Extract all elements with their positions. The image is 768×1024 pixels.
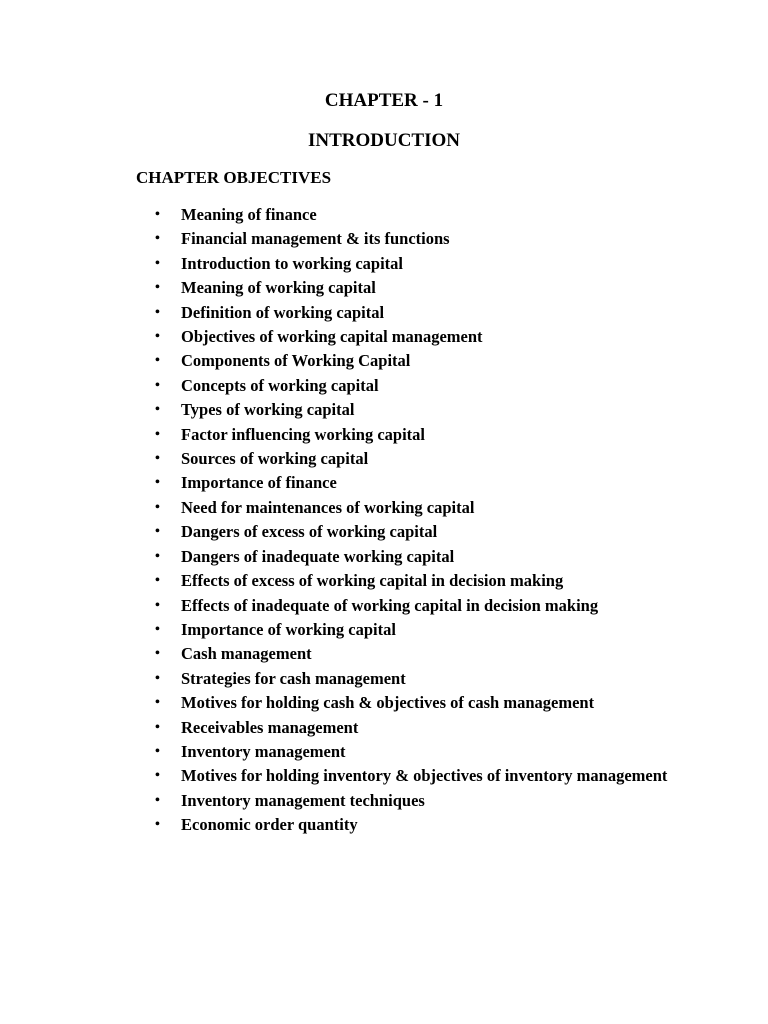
bullet-icon: • bbox=[155, 280, 160, 296]
bullet-icon: • bbox=[155, 353, 160, 369]
section-heading: CHAPTER OBJECTIVES bbox=[136, 168, 332, 187]
list-item bbox=[155, 691, 677, 715]
list-item bbox=[155, 764, 677, 788]
list-item bbox=[155, 618, 677, 642]
bullet-icon: • bbox=[155, 597, 160, 613]
bullet-icon: • bbox=[155, 207, 160, 222]
list-item bbox=[155, 471, 677, 495]
bullet-icon: • bbox=[155, 402, 160, 418]
list-item-text: Need for maintenances of working capital bbox=[181, 497, 475, 517]
list-item bbox=[155, 349, 677, 373]
list-item-text: Introduction to working capital bbox=[181, 253, 404, 273]
list-item-text: Inventory management bbox=[181, 741, 346, 761]
objectives-list bbox=[155, 203, 677, 838]
bullet-icon: • bbox=[155, 304, 160, 320]
bullet-icon: • bbox=[155, 817, 160, 833]
bullet-icon: • bbox=[155, 499, 160, 515]
list-item-text: Dangers of excess of working capital bbox=[181, 522, 438, 542]
list-item bbox=[155, 374, 677, 398]
list-item bbox=[155, 545, 677, 569]
list-item-text: Sources of working capital bbox=[181, 449, 369, 469]
list-item-text: Cash management bbox=[181, 644, 312, 664]
list-item-text: Concepts of working capital bbox=[181, 375, 379, 395]
list-item-text: Motives for holding cash & objectives of cash management bbox=[181, 693, 595, 713]
list-item-text: Dangers of inadequate working capital bbox=[181, 546, 455, 566]
bullet-icon: • bbox=[155, 719, 160, 735]
list-item bbox=[155, 667, 677, 691]
list-item bbox=[155, 813, 677, 837]
bullet-icon: • bbox=[155, 743, 160, 759]
bullet-icon: • bbox=[155, 255, 160, 271]
list-item bbox=[155, 594, 677, 618]
list-item-text: Financial management & its functions bbox=[181, 229, 450, 249]
list-item-text: Effects of excess of working capital in decision making bbox=[181, 571, 564, 591]
list-item-text: Meaning of working capital bbox=[181, 278, 376, 298]
bullet-icon: • bbox=[155, 646, 160, 662]
chapter-title: INTRODUCTION bbox=[307, 130, 461, 151]
bullet-icon: • bbox=[155, 695, 160, 711]
list-item bbox=[155, 227, 677, 251]
list-item-text: Motives for holding inventory & objectives of inventory management bbox=[181, 766, 668, 786]
bullet-icon: • bbox=[155, 231, 160, 247]
bullet-icon: • bbox=[155, 792, 160, 808]
list-item bbox=[155, 789, 677, 813]
bullet-icon: • bbox=[155, 377, 160, 393]
bullet-icon: • bbox=[155, 426, 160, 442]
list-item-text: Effects of inadequate of working capital in decision making bbox=[181, 595, 599, 615]
list-item-text: Importance of working capital bbox=[181, 619, 396, 639]
list-item bbox=[155, 301, 677, 325]
bullet-icon: • bbox=[155, 475, 160, 491]
list-item-text: Importance of finance bbox=[181, 473, 337, 493]
bullet-icon: • bbox=[155, 768, 160, 784]
chapter-number: CHAPTER - 1 bbox=[324, 90, 444, 111]
bullet-icon: • bbox=[155, 670, 160, 686]
list-item bbox=[155, 569, 677, 593]
list-item-text: Components of Working Capital bbox=[181, 351, 411, 371]
list-item-text: Definition of working capital bbox=[181, 302, 385, 322]
bullet-icon: • bbox=[155, 451, 160, 467]
list-item bbox=[155, 203, 677, 227]
list-item-text: Receivables management bbox=[181, 717, 359, 737]
list-item-text: Factor influencing working capital bbox=[181, 424, 425, 444]
list-item-text: Inventory management techniques bbox=[181, 790, 425, 810]
list-item bbox=[155, 496, 677, 520]
list-item bbox=[155, 642, 677, 666]
list-item-text: Meaning of finance bbox=[181, 205, 317, 224]
bullet-icon: • bbox=[155, 573, 160, 589]
bullet-icon: • bbox=[155, 621, 160, 637]
list-item bbox=[155, 740, 677, 764]
list-item bbox=[155, 520, 677, 544]
list-item-text: Strategies for cash management bbox=[181, 668, 406, 688]
list-item-text: Types of working capital bbox=[181, 400, 355, 420]
list-item bbox=[155, 423, 677, 447]
list-item bbox=[155, 716, 677, 740]
bullet-icon: • bbox=[155, 548, 160, 564]
bullet-icon: • bbox=[155, 524, 160, 540]
list-item bbox=[155, 398, 677, 422]
bullet-icon: • bbox=[155, 329, 160, 345]
list-item bbox=[155, 276, 677, 300]
list-item bbox=[155, 252, 677, 276]
list-item bbox=[155, 325, 677, 349]
list-item-text: Economic order quantity bbox=[181, 815, 358, 835]
list-item-text: Objectives of working capital management bbox=[181, 327, 483, 347]
list-item bbox=[155, 447, 677, 471]
